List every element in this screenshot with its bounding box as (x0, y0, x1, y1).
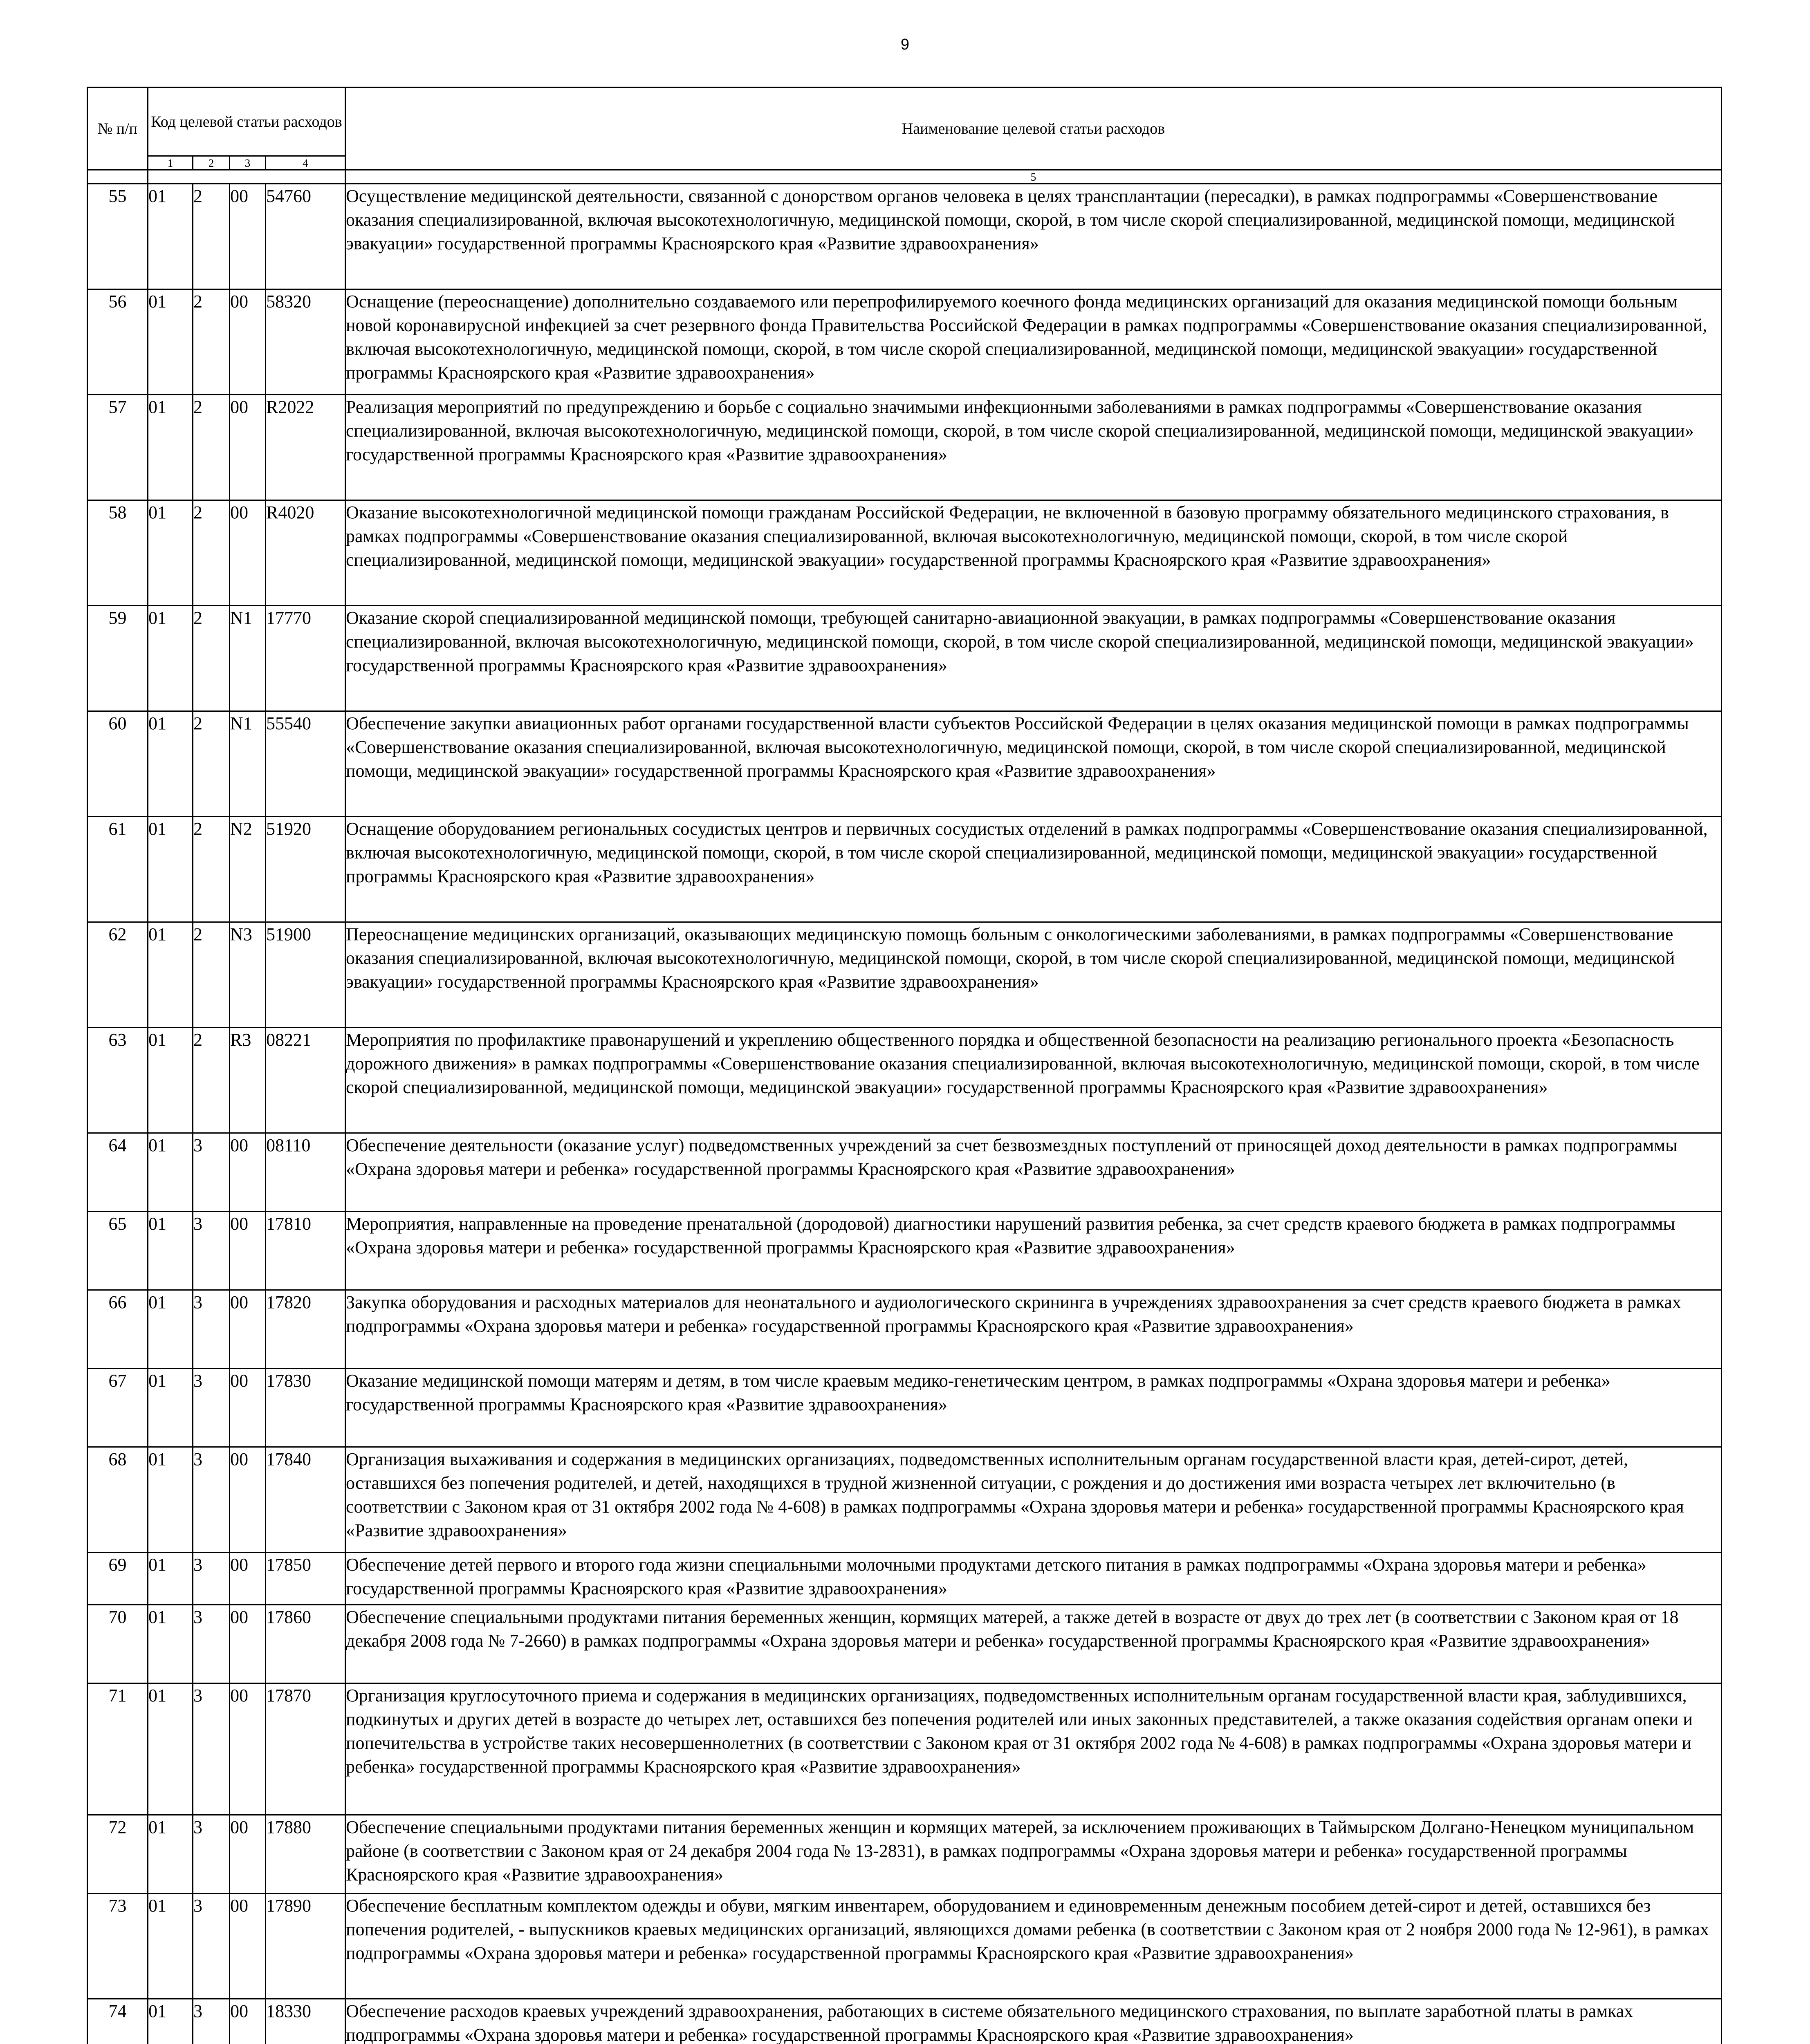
row-number: 56 (87, 289, 148, 395)
subprogram-code: 3 (193, 1894, 230, 1999)
row-number: 71 (87, 1683, 148, 1815)
article-name: Оказание скорой специализированной медицинской помощи, требующей санитарно-авиационной эвакуации, в рамках подпрограммы «Совершенствование оказания специализированной, включая высокотехнологичную, медицинской помощи, скорой, в том числе скорой специализированной, медицинской помощи, медицинской эвакуации» государственной программы Красноярского края «Развитие здравоохранения» (345, 606, 1722, 711)
direction-code: 18330 (266, 1999, 345, 2044)
program-code: 01 (148, 711, 193, 817)
table-row (87, 1447, 1722, 1553)
project-code: R3 (230, 1028, 266, 1133)
subprogram-code: 2 (193, 711, 230, 817)
article-name: Оказание медицинской помощи матерям и детям, в том числе краевым медико-генетическим центром, в рамках подпрограммы «Охрана здоровья матери и ребенка» государственной программы Красноярского края «Развитие здравоохранения» (345, 1369, 1722, 1447)
project-code: 00 (230, 1894, 266, 1999)
header-code: Код целевой статьи расходов (148, 87, 345, 156)
direction-code: 17880 (266, 1815, 345, 1894)
article-name: Обеспечение расходов краевых учреждений здравоохранения, работающих в системе обязательного медицинского страхования, по выплате заработной платы в рамках подпрограммы «Охрана здоровья матери и ребенка» государственной программы Красноярского края «Развитие здравоохранения» (345, 1999, 1722, 2044)
row-number: 61 (87, 817, 148, 922)
table-row (87, 1212, 1722, 1290)
program-code: 01 (148, 1683, 193, 1815)
project-code: N1 (230, 711, 266, 817)
program-code: 01 (148, 1553, 193, 1605)
table-row (87, 1290, 1722, 1369)
project-code: 00 (230, 395, 266, 500)
row-number: 64 (87, 1133, 148, 1212)
program-code: 01 (148, 1369, 193, 1447)
direction-code: R4020 (266, 500, 345, 606)
project-code: 00 (230, 1553, 266, 1605)
article-name: Осуществление медицинской деятельности, связанной с донорством органов человека в целях трансплантации (пересадки), в рамках подпрограммы «Совершенствование оказания специализированной, включая высокотехнологичную, медицинской помощи, скорой, в том числе скорой специализированной, медицинской помощи, медицинской эвакуации» государственной программы Красноярского края «Развитие здравоохранения» (345, 184, 1722, 289)
article-name: Оказание высокотехнологичной медицинской помощи гражданам Российской Федерации, не включенной в базовую программу обязательного медицинского страхования, в рамках подпрограммы «Совершенствование оказания специализированной, включая высокотехнологичную, медицинской помощи, скорой, в том числе скорой специализированной, медицинской помощи, медицинской эвакуации» государственной программы Красноярского края «Развитие здравоохранения» (345, 500, 1722, 606)
program-code: 01 (148, 1894, 193, 1999)
subprogram-code: 2 (193, 817, 230, 922)
subprogram-code: 2 (193, 184, 230, 289)
header-index-1: 1 (148, 156, 193, 170)
article-name: Организация круглосуточного приема и содержания в медицинских организациях, подведомственных исполнительным органам государственной власти края, заблудившихся, подкинутых и других детей в возрасте до четырех лет, оставшихся без попечения родителей или иных законных представителей, а также оказания содействия органам опеки и попечительства в устройстве таких несовершеннолетних (в соответствии с Законом края от 31 октября 2002 года № 4-608) в рамках подпрограммы «Охрана здоровья матери и ребенка» государственной программы Красноярского края «Развитие здравоохранения» (345, 1683, 1722, 1815)
program-code: 01 (148, 922, 193, 1028)
direction-code: 17770 (266, 606, 345, 711)
subprogram-code: 3 (193, 1133, 230, 1212)
direction-code: 17850 (266, 1553, 345, 1605)
article-name: Организация выхаживания и содержания в медицинских организациях, подведомственных исполнительным органам государственной власти края, детей-сирот, детей, оставшихся без попечения родителей, и детей, находящихся в трудной жизненной ситуации, с рождения и до достижения ими возраста четырех лет включительно (в соответствии с Законом края от 31 октября 2002 года № 4-608) в рамках подпрограммы «Охрана здоровья матери и ребенка» государственной программы Красноярского края «Развитие здравоохранения» (345, 1447, 1722, 1553)
subprogram-code: 2 (193, 500, 230, 606)
direction-code: 54760 (266, 184, 345, 289)
article-name: Обеспечение деятельности (оказание услуг) подведомственных учреждений за счет безвозмездных поступлений от приносящей доход деятельности в рамках подпрограммы «Охрана здоровья матери и ребенка» государственной программы Красноярского края «Развитие здравоохранения» (345, 1133, 1722, 1212)
row-number: 67 (87, 1369, 148, 1447)
row-number: 63 (87, 1028, 148, 1133)
article-name: Обеспечение детей первого и второго года жизни специальными молочными продуктами детского питания в рамках подпрограммы «Охрана здоровья матери и ребенка» государственной программы Красноярского края «Развитие здравоохранения» (345, 1553, 1722, 1605)
project-code: 00 (230, 1369, 266, 1447)
table-row (87, 1605, 1722, 1683)
program-code: 01 (148, 1447, 193, 1553)
row-number: 65 (87, 1212, 148, 1290)
project-code: 00 (230, 1212, 266, 1290)
header-name: Наименование целевой статьи расходов (345, 87, 1722, 170)
program-code: 01 (148, 1028, 193, 1133)
target-articles-table (87, 87, 1722, 2044)
table-row (87, 711, 1722, 817)
direction-code: 51920 (266, 817, 345, 922)
direction-code: 08110 (266, 1133, 345, 1212)
article-name: Закупка оборудования и расходных материалов для неонатального и аудиологического скрининга в учреждениях здравоохранения за счет средств краевого бюджета в рамках подпрограммы «Охрана здоровья матери и ребенка» государственной программы Красноярского края «Развитие здравоохранения» (345, 1290, 1722, 1369)
project-code: 00 (230, 1290, 266, 1369)
subprogram-code: 2 (193, 395, 230, 500)
project-code: 00 (230, 184, 266, 289)
program-code: 01 (148, 184, 193, 289)
row-number: 69 (87, 1553, 148, 1605)
article-name: Обеспечение закупки авиационных работ органами государственной власти субъектов Российской Федерации в целях оказания медицинской помощи в рамках подпрограммы «Совершенствование оказания специализированной, включая высокотехнологичную, медицинской помощи, скорой, в том числе скорой специализированной, медицинской помощи, медицинской эвакуации» государственной программы Красноярского края «Развитие здравоохранения» (345, 711, 1722, 817)
program-code: 01 (148, 289, 193, 395)
subprogram-code: 2 (193, 606, 230, 711)
table-row (87, 1815, 1722, 1894)
project-code: 00 (230, 289, 266, 395)
project-code: 00 (230, 1447, 266, 1553)
row-number: 66 (87, 1290, 148, 1369)
direction-code: 17830 (266, 1369, 345, 1447)
article-name: Оснащение (переоснащение) дополнительно создаваемого или перепрофилируемого коечного фонда медицинских организаций для оказания медицинской помощи больным новой коронавирусной инфекцией за счет резервного фонда Правительства Российской Федерации в рамках подпрограммы «Совершенствование оказания специализированной, включая высокотехнологичную, медицинской помощи, скорой, в том числе скорой специализированной, медицинской помощи, медицинской эвакуации» государственной программы Красноярского края «Развитие здравоохранения» (345, 289, 1722, 395)
project-code: 00 (230, 1683, 266, 1815)
row-number: 59 (87, 606, 148, 711)
program-code: 01 (148, 1999, 193, 2044)
subprogram-code: 2 (193, 922, 230, 1028)
subprogram-code: 3 (193, 1815, 230, 1894)
table-row (87, 1553, 1722, 1605)
direction-code: 17860 (266, 1605, 345, 1683)
header-index-blank (87, 170, 148, 184)
program-code: 01 (148, 606, 193, 711)
program-code: 01 (148, 500, 193, 606)
row-number: 60 (87, 711, 148, 817)
article-name: Оснащение оборудованием региональных сосудистых центров и первичных сосудистых отделений в рамках подпрограммы «Совершенствование оказания специализированной, включая высокотехнологичную, медицинской помощи, скорой, в том числе скорой специализированной, медицинской помощи, медицинской эвакуации» государственной программы Красноярского края «Развитие здравоохранения» (345, 817, 1722, 922)
article-name: Реализация мероприятий по предупреждению и борьбе с социально значимыми инфекционными заболеваниями в рамках подпрограммы «Совершенствование оказания специализированной, включая высокотехнологичную, медицинской помощи, скорой, в том числе скорой специализированной, медицинской помощи, медицинской эвакуации» государственной программы Красноярского края «Развитие здравоохранения» (345, 395, 1722, 500)
direction-code: 17810 (266, 1212, 345, 1290)
subprogram-code: 3 (193, 1447, 230, 1553)
row-number: 73 (87, 1894, 148, 1999)
row-number: 68 (87, 1447, 148, 1553)
subprogram-code: 2 (193, 289, 230, 395)
table-row (87, 1999, 1722, 2044)
table-row (87, 500, 1722, 606)
row-number: 55 (87, 184, 148, 289)
row-number: 62 (87, 922, 148, 1028)
program-code: 01 (148, 1212, 193, 1290)
direction-code: 58320 (266, 289, 345, 395)
header-index-5: 5 (345, 170, 1722, 184)
direction-code: 55540 (266, 711, 345, 817)
row-number: 70 (87, 1605, 148, 1683)
table-row (87, 1028, 1722, 1133)
subprogram-code: 3 (193, 1290, 230, 1369)
direction-code: 17840 (266, 1447, 345, 1553)
row-number: 57 (87, 395, 148, 500)
page-number: 9 (900, 36, 910, 53)
table-row (87, 922, 1722, 1028)
project-code: 00 (230, 1815, 266, 1894)
article-name: Обеспечение специальными продуктами питания беременных женщин, кормящих матерей, а также детей в возрасте от двух до трех лет (в соответствии с Законом края от 18 декабря 2008 года № 7-2660) в рамках подпрограммы «Охрана здоровья матери и ребенка» государственной программы Красноярского края «Развитие здравоохранения» (345, 1605, 1722, 1683)
subprogram-code: 3 (193, 1553, 230, 1605)
article-name: Обеспечение бесплатным комплектом одежды и обуви, мягким инвентарем, оборудованием и единовременным денежным пособием детей-сирот и детей, оставшихся без попечения родителей, - выпускников краевых медицинских организаций, являющихся домами ребенка (в соответствии с Законом края от 2 ноября 2000 года № 12-961), в рамках подпрограммы «Охрана здоровья матери и ребенка» государственной программы Красноярского края «Развитие здравоохранения» (345, 1894, 1722, 1999)
subprogram-code: 3 (193, 1605, 230, 1683)
table-row (87, 606, 1722, 711)
row-number: 74 (87, 1999, 148, 2044)
program-code: 01 (148, 395, 193, 500)
project-code: N1 (230, 606, 266, 711)
table-row (87, 184, 1722, 289)
project-code: 00 (230, 1999, 266, 2044)
direction-code: 17870 (266, 1683, 345, 1815)
direction-code: 17890 (266, 1894, 345, 1999)
table-row (87, 395, 1722, 500)
program-code: 01 (148, 1290, 193, 1369)
table-row (87, 1369, 1722, 1447)
row-number: 58 (87, 500, 148, 606)
article-name: Обеспечение специальными продуктами питания беременных женщин и кормящих матерей, за исключением проживающих в Таймырском Долгано-Ненецком муниципальном районе (в соответствии с Законом края от 24 декабря 2004 года № 13-2831), в рамках подпрограммы «Охрана здоровья матери и ребенка» государственной программы Красноярского края «Развитие здравоохранения» (345, 1815, 1722, 1894)
table-row (87, 817, 1722, 922)
subprogram-code: 3 (193, 1999, 230, 2044)
header-index-spacer (148, 170, 345, 184)
project-code: N3 (230, 922, 266, 1028)
table-row (87, 1133, 1722, 1212)
subprogram-code: 2 (193, 1028, 230, 1133)
program-code: 01 (148, 1133, 193, 1212)
header-index-3: 3 (230, 156, 266, 170)
row-number: 72 (87, 1815, 148, 1894)
header-index-4: 4 (266, 156, 345, 170)
table-row (87, 1894, 1722, 1999)
article-name: Переоснащение медицинских организаций, оказывающих медицинскую помощь больным с онкологическими заболеваниями, в рамках подпрограммы «Совершенствование оказания специализированной, включая высокотехнологичную, медицинской помощи, скорой, в том числе скорой специализированной, медицинской помощи, медицинской эвакуации» государственной программы Красноярского края «Развитие здравоохранения» (345, 922, 1722, 1028)
subprogram-code: 3 (193, 1683, 230, 1815)
subprogram-code: 3 (193, 1212, 230, 1290)
program-code: 01 (148, 1605, 193, 1683)
table-row (87, 289, 1722, 395)
table-row (87, 1683, 1722, 1815)
project-code: N2 (230, 817, 266, 922)
direction-code: 51900 (266, 922, 345, 1028)
subprogram-code: 3 (193, 1369, 230, 1447)
article-name: Мероприятия по профилактике правонарушений и укреплению общественного порядка и общественной безопасности на реализацию регионального проекта «Безопасность дорожного движения» в рамках подпрограммы «Совершенствование оказания специализированной, включая высокотехнологичную, медицинской помощи, скорой, в том числе скорой специализированной, медицинской помощи, медицинской эвакуации» государственной программы Красноярского края «Развитие здравоохранения» (345, 1028, 1722, 1133)
direction-code: 17820 (266, 1290, 345, 1369)
program-code: 01 (148, 1815, 193, 1894)
project-code: 00 (230, 1605, 266, 1683)
direction-code: 08221 (266, 1028, 345, 1133)
project-code: 00 (230, 500, 266, 606)
direction-code: R2022 (266, 395, 345, 500)
project-code: 00 (230, 1133, 266, 1212)
program-code: 01 (148, 817, 193, 922)
article-name: Мероприятия, направленные на проведение пренатальной (дородовой) диагностики нарушений развития ребенка, за счет средств краевого бюджета в рамках подпрограммы «Охрана здоровья матери и ребенка» государственной программы Красноярского края «Развитие здравоохранения» (345, 1212, 1722, 1290)
header-num: № п/п (87, 87, 148, 170)
header-index-2: 2 (193, 156, 230, 170)
